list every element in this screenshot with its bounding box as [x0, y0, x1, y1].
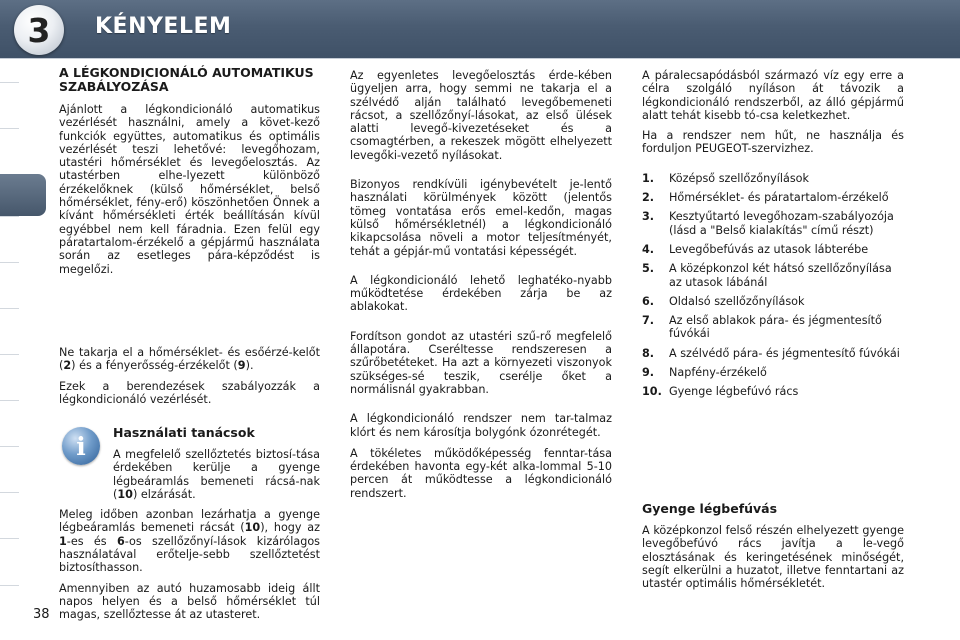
- legend-item: [642, 172, 904, 185]
- col2-paragraph-5: A légkondicionáló rendszer nem tar-talmaz klórt és nem károsítja bolygónk ózonrétegét.: [350, 412, 612, 439]
- chapter-tab: [0, 308, 19, 356]
- legend-text: Oldalsó szellőzőnyílások: [669, 294, 805, 308]
- chapter-tab: [0, 354, 19, 402]
- legend-item: [642, 366, 904, 379]
- weak-airflow-paragraph: A középkonzol felső részén elhelyezett gyenge levegőbefúvó rács javítja a le-vegő elosztásának és keringetésének minőségét, segít elkerülni a huzatot, illetve fenntartani az utastér optimális hőmérsékletét.: [642, 524, 904, 591]
- legend-text: Kesztyűtartó levegőhozam-szabályozója (lásd a "Belső kialakítás" című részt): [669, 210, 894, 237]
- legend-item: [642, 262, 904, 289]
- sensor-note: [59, 346, 320, 413]
- column-3: [642, 69, 904, 405]
- chapter-tab: [0, 492, 19, 540]
- tips-heading-box: [113, 426, 320, 448]
- tips-paragraph-3: Amennyiben az autó huzamosabb ideig állt napos helyen és a belső hőmérséklet túl magas, szellőztesse át az utasteret.: [59, 581, 320, 622]
- intro-paragraph: Ajánlott a légkondicionáló automatikus vezérlését használni, amely a követ-kező funkciók együttes, automatikus és optimális vezérlését teszi lehetővé: levegőhozam, utastéri hőmérséklet és levegőelosztás. Az utastérben elhe-lyezett különböző érzékelőknek (külső hőmérséklet, belső hőmérséklet, fény-erő) köszönhetően Önnek a kívánt hőmérsékleti érték beállításán kívül egyébbel nem kell fáradnia. Ezen felül egy páratartalom-érzékelő a gépjármű használata során az esetleges pára-képződést is megelőzi.: [59, 103, 320, 276]
- chapter-number-badge: 3: [14, 5, 64, 55]
- legend-text: Gyenge légbefúvó rács: [669, 385, 799, 399]
- tips-heading: Használati tanácsok: [113, 425, 255, 440]
- weak-airflow-section: [642, 502, 904, 597]
- col2-paragraph-4: Fordítson gondot az utastéri szű-rő megfelelő állapotára. Cseréltesse rendszeresen a szűrőbetéteket. Ha azt a környezeti viszonyok szükséges-sé teszik, cserélje őket a normálisnál gyakrabban.: [350, 329, 612, 396]
- sensor-paragraph-2: Ezek a berendezések szabályozzák a légkondicionáló vezérlését.: [59, 379, 320, 406]
- legend-text: Hőmérséklet- és páratartalom-érzékelő: [669, 191, 889, 205]
- tips-box: [59, 448, 320, 629]
- chapter-tab: [0, 400, 19, 448]
- legend-text: A középkonzol két hátsó szellőzőnyílása az utasok lábánál: [669, 262, 892, 289]
- legend-text: Napfény-érzékelő: [669, 366, 767, 380]
- tips-paragraph-2: Meleg időben azonban lezárhatja a gyenge légbeáramlás bemeneti rácsát (10), hogy az 1-es és 6-os szellőzőnyí-lások kizárólagos használatával erőteljе-sebb szellőztetést biztosíthasson.: [59, 508, 320, 575]
- legend-item: [642, 347, 904, 360]
- section-heading-auto-ac: A LÉGKONDICIONÁLÓ AUTOMATIKUS SZABÁLYOZÁSA: [59, 65, 314, 94]
- chapter-tab: [0, 82, 19, 130]
- legend-item: [642, 385, 904, 398]
- legend-number: 1.: [642, 171, 655, 185]
- legend-list: [642, 172, 904, 399]
- legend-item: [642, 191, 904, 204]
- legend-number: 5.: [642, 262, 655, 276]
- page-number: 38: [33, 607, 50, 622]
- col2-paragraph-6: A tökéletes működőképesség fenntar-tása érdekében havonta egy-két alka-lommal 5-10 percen át működtesse a légkondicionáló rendszert.: [350, 446, 612, 500]
- legend-number: 8.: [642, 346, 655, 360]
- chapter-tab: [0, 262, 19, 310]
- column-1: [59, 66, 320, 283]
- col2-paragraph-1: Az egyenletes levegőelosztás érde-kében ügyeljen arra, hogy semmi ne takarja el a szélvédő alján található levegőbemeneti rácsot, a szellőzőnyí-lásokat, az első ülések alatti levegő-kivezetéseket és a csomagtérben, a rekeszek mögött elhelyezett levegőki-vezető nyílásokat.: [350, 69, 612, 162]
- column-2: [350, 69, 612, 507]
- legend-text: Középső szellőzőnyílások: [669, 171, 810, 185]
- chapter-tab: [0, 128, 19, 176]
- col3-paragraph-1: A páralecsapódásból származó víz egy erre a célra szolgáló nyíláson át távozik a légkondicionáló rendszerből, az álló gépjármű alatt tehát kisebb tó-csa keletkezhet.: [642, 69, 904, 122]
- legend-item: [642, 210, 904, 237]
- legend-number: 2.: [642, 191, 655, 205]
- chapter-tab: [0, 538, 19, 586]
- chapter-tab: [0, 446, 19, 494]
- legend-text: Az első ablakok pára- és jégmentesítő fúvókái: [669, 314, 882, 341]
- info-icon: i: [62, 427, 100, 465]
- col2-paragraph-2: Bizonyos rendkívüli igénybevételt je-lentő használati körülmények között (jelentős tömeg vontatása erős emel-kedőn, magas külső hőmérsékletnél) a légkondicionáló kikapcsolása növeli a motor teljesítményét, tehát a gépjár-mű vontatási képességét.: [350, 178, 612, 258]
- legend-number: 7.: [642, 314, 655, 328]
- legend-number: 3.: [642, 210, 655, 224]
- chapter-header: [0, 0, 960, 59]
- legend-item: [642, 243, 904, 256]
- chapter-tab: [0, 216, 19, 264]
- legend-number: 4.: [642, 242, 655, 256]
- legend-number: 6.: [642, 294, 655, 308]
- legend-item: [642, 295, 904, 308]
- legend-number: 9.: [642, 366, 655, 380]
- chapter-tab-active: [0, 174, 46, 216]
- col3-paragraph-2: Ha a rendszer nem hűt, ne használja és forduljon PEUGEOT-szervizhez.: [642, 129, 904, 156]
- legend-text: Levegőbefúvás az utasok lábterébe: [669, 242, 869, 256]
- legend-number: 10.: [642, 385, 662, 399]
- chapter-tabs: [0, 58, 20, 640]
- chapter-title: KÉNYELEM: [95, 14, 232, 39]
- weak-airflow-heading: Gyenge légbefúvás: [642, 501, 778, 516]
- legend-text: A szélvédő pára- és jégmentesítő fúvókái: [669, 346, 900, 360]
- col2-paragraph-3: A légkondicionáló lehető leghatéko-nyabb működtetése érdekében zárja be az ablakokat.: [350, 273, 612, 314]
- sensor-paragraph: Ne takarja el a hőmérséklet- és esőérzé-kelőt (2) és a fényerősség-érzékelőt (9).: [59, 346, 320, 373]
- legend-item: [642, 314, 904, 341]
- tips-paragraph-1: A megfelelő szellőztetés biztosí-tása érdekében kerülje a gyenge légbeáramlás bemeneti rácsá-nak (10) elzárását.: [113, 448, 320, 501]
